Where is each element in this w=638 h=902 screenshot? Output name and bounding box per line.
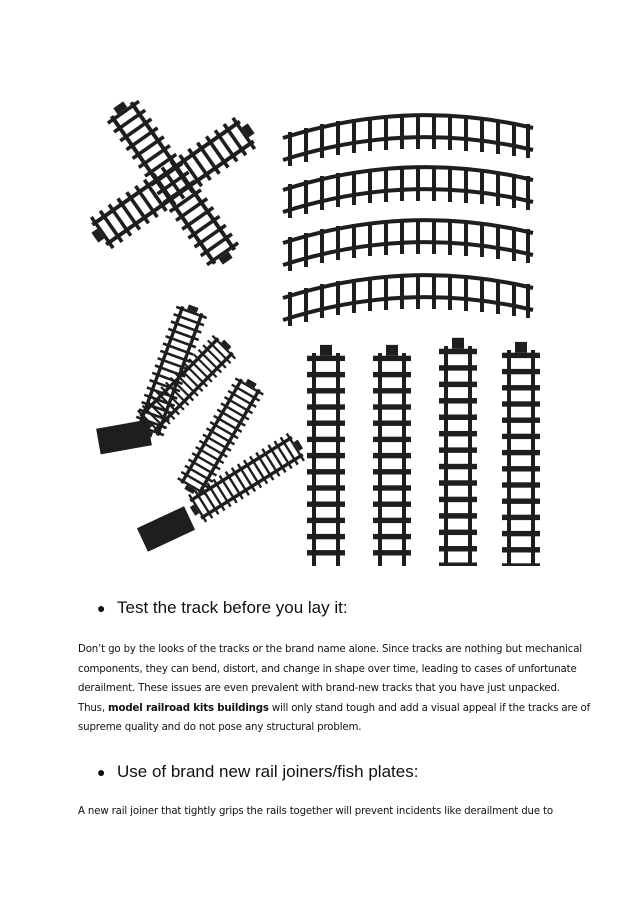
- heading-text: Test the track before you lay it:: [117, 598, 348, 617]
- paragraph-line: A new rail joiner that tightly grips the rails together will prevent incidents like derailment due to: [78, 806, 553, 817]
- bold-link-text: model railroad kits buildings: [108, 702, 269, 714]
- bullet-icon: ●: [97, 764, 106, 780]
- line-text: will only stand tough and add a visual appeal if the tracks are of: [268, 702, 591, 714]
- train-track-pieces-illustration: [78, 88, 558, 566]
- bullet-icon: ●: [97, 600, 106, 616]
- paragraph-line: Don’t go by the looks of the tracks or the brand name alone. Since tracks are nothing but mechanical: [78, 644, 582, 655]
- paragraph-line: [78, 699, 591, 719]
- heading-text: Use of brand new rail joiners/fish plates:: [117, 762, 419, 781]
- section-heading-rail-joiners: [97, 762, 418, 782]
- paragraph-test-track: [78, 640, 591, 738]
- paragraph-rail-joiners: [78, 802, 564, 822]
- paragraph-line: components, they can bend, distort, and change in shape over time, leading to cases of unfortunate: [78, 663, 577, 675]
- line-text: Thus,: [78, 702, 109, 714]
- paragraph-line: derailment. These issues are even prevalent with brand-new tracks that you have just unpacked.: [78, 683, 560, 694]
- section-heading-test-track: [97, 598, 348, 618]
- paragraph-line: supreme quality and do not pose any structural problem.: [78, 722, 362, 733]
